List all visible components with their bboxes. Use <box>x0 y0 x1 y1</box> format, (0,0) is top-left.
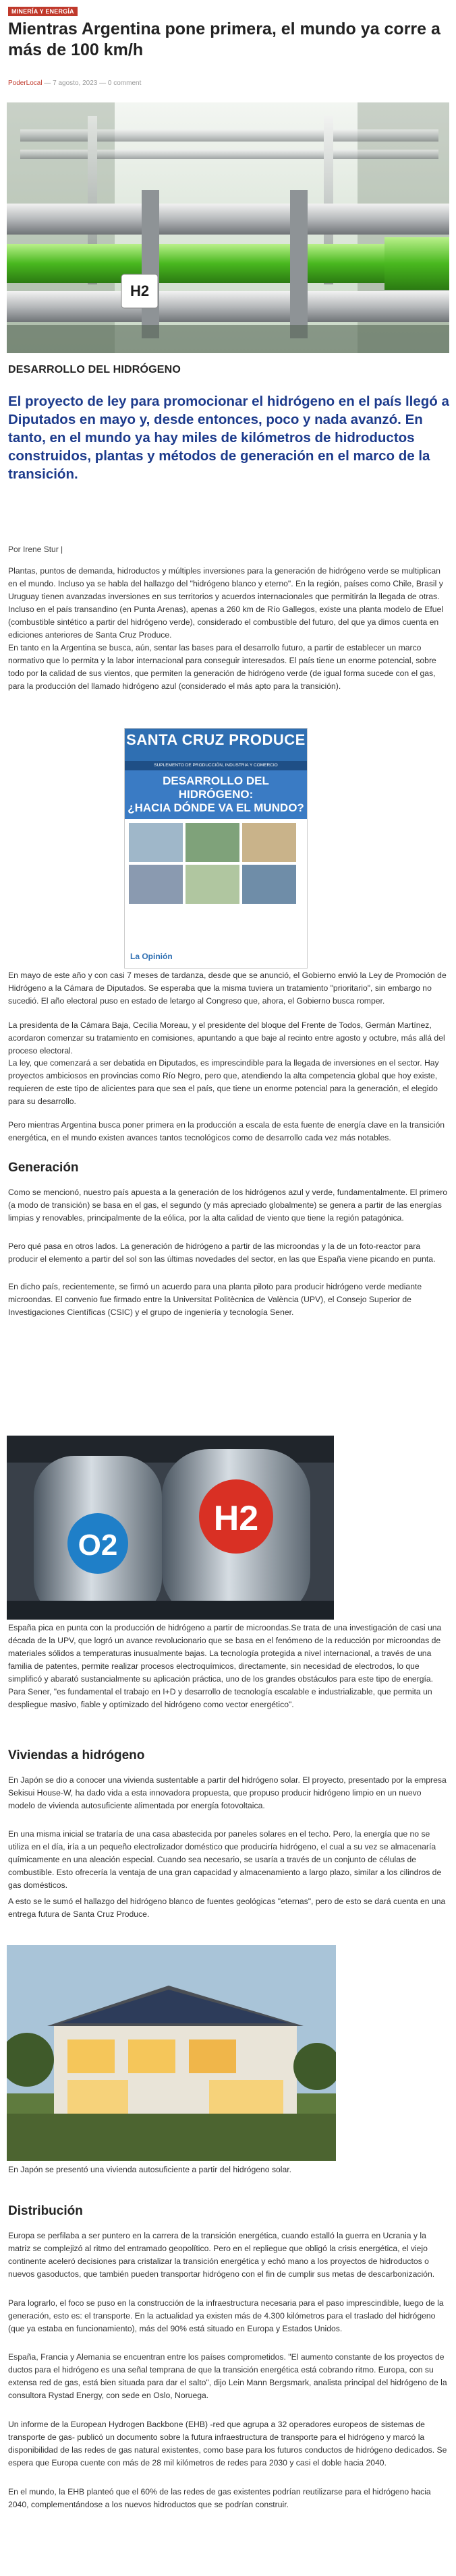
paragraph-2: En tanto en la Argentina se busca, aún, sentar las bases para el desarrollo futuro, a partir de establecer un marco normativo que lo permita y la labor internacional para conseguir interesados. El país tiene un enorme potencial, sobre todo por la calidad de sus vientos, que permiten la generación de hidrógeno verde (de igual forma sucede con el gas, para la producción del llamado hidrógeno azul (considerado el más apto para la transición). <box>8 643 436 691</box>
heading-generacion: Generación <box>8 1161 79 1175</box>
magazine-brand: SANTA CRUZ PRODUCE <box>125 729 307 761</box>
heading-viviendas: Viviendas a hidrógeno <box>8 1748 145 1762</box>
generacion-paragraph-2: Pero qué pasa en otros lados. La generación de hidrógeno a partir de las microondas y la de un foto-reactor para producir el elemento a partir del sol son las últimas novedades del sector, en las que España viene picando en punta. <box>8 1241 436 1264</box>
distribucion-paragraph-5: En el mundo, la EHB planteó que el 60% de las redes de gas existentes podrían reutilizarse para el hidrógeno hacia 2040, complementándose a los nuevos hidroductos que se podrían construir. <box>8 2487 431 2509</box>
distribucion-paragraph-3: España, Francia y Alemania se encuentran entre los países comprometidos. "El aumento constante de los proyectos de ductos para el hidrógeno es una señal temprana de que la transición energética está cobrando ritmo. Europa, con su extensa red de gas, está bien situada para dar el salto", dijo Lein Mann Bergsmark, analista principal del hidrógeno de la consultora Rystad Energy, con sede en Oslo, Noruega. <box>8 2352 447 2400</box>
hydrogen-tanks-image <box>7 1436 334 1620</box>
article-lead: El proyecto de ley para promocionar el hidrógeno en el país llegó a Diputados en mayo y, desde entonces, poco y nada avanzó. En tanto, en el mundo ya hay miles de kilómetros de hidroductos construidos, plantas y métodos de generación en el marco de la transición. <box>8 394 449 482</box>
distribucion-paragraph-1: Europa se perfilaba a ser puntero en la carrera de la transición energética, cuando estalló la guerra en Ucrania y la matriz se complejizó al ritmo del entramado geopolítico. Pero en el repliegue que obligó la crisis energética, el viejo continente aceleró decisiones para cristalizar la transición energética y echó mano a los proyectos de hidroductos o nuevos gasoductos, que también pueden transportar hidrógeno con el fin de cumplir sus metas de descarbonización. <box>8 2231 435 2279</box>
author-link[interactable]: PoderLocal <box>8 80 42 87</box>
magazine-headline-2: ¿HACIA DÓNDE VA EL MUNDO? <box>127 801 304 814</box>
hero-illustration <box>7 102 449 353</box>
magazine-logo: La Opinión <box>130 952 173 961</box>
article-title: Mientras Argentina pone primera, el mundo ya corre a más de 100 km/h <box>8 20 440 59</box>
viviendas-paragraph-1: En Japón se dio a conocer una vivienda sustentable a partir del hidrógeno solar. El proyecto, presentado por la empresa Sekisui House-W, ha dado vida a esta innovadora propuesta, que propuso producir hidrógeno limpio en un nuevo modelo de vivienda autosuficiente alimentada por energía fotovoltaica. <box>8 1775 447 1810</box>
section-label: DESARROLLO DEL HIDRÓGENO <box>8 364 181 375</box>
tank-o2-label: O2 <box>78 1529 118 1562</box>
heading-distribucion: Distribución <box>8 2204 83 2218</box>
paragraph-1: Plantas, puntos de demanda, hidroductos y múltiples inversiones para la generación de hidrógeno verde se multiplican en el mundo. Incluso ya se habla del hallazgo del "hidrógeno blanco y eterno". En la región, países como Chile, Brasil y Uruguay tienen avanzadas inversiones en sus territorios y acuerdos internacionales que permitirán la llegada de otras. Incluso en el país transandino (en Punta Arenas), apenas a 260 km de Río Gallegos, existe una planta modelo de Efuel (combustible sintético a partir del hidrógeno verde), considerado el combustible del futuro, del que ya dimos cuenta en ediciones anteriores de Santa Cruz Produce. <box>8 566 443 640</box>
hero-image-hydrogen-pipes <box>7 102 449 353</box>
viviendas-paragraph-3: A esto se le sumó el hallazgo del hidrógeno blanco de fuentes geológicas "eternas", pero de esto se dará cuenta en una entrega futura de Santa Cruz Produce. <box>8 1897 446 1919</box>
publish-date: 7 agosto, 2023 <box>53 80 98 87</box>
paragraph-3: En mayo de este año y con casi 7 meses de tardanza, desde que se anunció, el Gobierno envió la Ley de Promoción de Hidrógeno a la Cámara de Diputados. Se esperaba que la misma tuviera un tratamiento "prioritario", sin embargo no sucedió. El año electoral puso en estado de letargo al Congreso que, ahora, el Gobierno busca romper. <box>8 971 447 1006</box>
tank-h2-label: H2 <box>213 1499 259 1538</box>
paragraph-6: Pero mientras Argentina busca poner primera en la producción a escala de esta fuente de energía clave en la transición energética, en el mundo existen avances tantos tecnológicos como de desarrollo cada vez más notables. <box>8 1120 445 1142</box>
paragraph-5: La ley, que comenzará a ser debatida en Diputados, es imprescindible para la llegada de inversiones en el sector. Hay proyectos ambiciosos en provincias como Río Negro, pero que, atendiendo la alta competencia global que hoy existe, requieren de este tipo de alicientes para que sea el país, que tiene un enorme potencial para la generación, el elegido para su desarrollo. <box>8 1058 439 1106</box>
generacion-paragraph-3: En dicho país, recientemente, se firmó un acuerdo para una planta piloto para producir hidrógeno verde mediante microondas. El convenio fue firmado entre la Universitat Politècnica de València (UPV), el Consejo Superior de Investigaciones Científicas (CSIC) y el grupo de ingeniería y tecnología Sener. <box>8 1282 422 1317</box>
solar-house-image <box>7 1945 336 2161</box>
generacion-paragraph-4: España pica en punta con la producción de hidrógeno a partir de microondas.Se trata de una investigación de casi una década de la UPV, que logró un avance revolucionario que se basa en el fenómeno de la reducción por microondas de materiales sólidos a temperaturas inusualmente bajas. La tecnología protegida a nivel internacional, a través de una familia de patentes, permite realizar procesos electroquímicos, directamente, sin necesidad de electrodos, lo que simplificó y abarató sustancialmente su aplicación práctica, uno de los grandes obstáculos para este tipo de energía. Para Sener, "es fundamental el trabajo en I+D y desarrollo de tecnología escalable e industrializable, que permita un despliegue masivo, fiable y optimizado del hidrógeno como vector energético". <box>8 1623 442 1709</box>
house-image-caption: En Japón se presentó una vivienda autosuficiente a partir del hidrógeno solar. <box>8 2165 292 2174</box>
generacion-paragraph-1: Como se mencionó, nuestro país apuesta a la generación de los hidrógenos azul y verde, fundamentalmente. El primero (a modo de transición) se basa en el gas, el segundo (y más apreciado globalmente) se genera a partir de las energías limpias y renovables, principalmente de la eólica, por la alta calidad de viento que tiene la región patagónica. <box>8 1188 448 1223</box>
magazine-supplement: SUPLEMENTO DE PRODUCCIÓN, INDUSTRIA Y COMERCIO <box>125 761 307 770</box>
magazine-photo-grid <box>125 819 307 908</box>
byline: Por Irene Stur | <box>8 545 63 554</box>
distribucion-paragraph-2: Para lograrlo, el foco se puso en la construcción de la infraestructura necesaria para el paso imprescindible, luego de la generación, esto es: el transporte. En la actualidad ya existen más de 4.300 kilómetros para el traslado del hidrógeno (que ya estaba en funcionamiento), más del 90% está situado en Europa y Estados Unidos. <box>8 2298 444 2333</box>
distribucion-paragraph-4: Un informe de la European Hydrogen Backbone (EHB) -red que agrupa a 32 operadores europeos de sistemas de transporte de gas- publicó un documento sobre la futura infraestructura de transporte para el hidrógeno y marcó la disponibilidad de las redes de gas natural existentes, como base para los futuros conductos de hidrógeno dedicados. Se espera que Europa cuente con más de 28 mil kilómetros de redes para 2030 y casi el doble hacia 2040. <box>8 2420 447 2467</box>
hero-h2-label: H2 <box>130 282 150 299</box>
article-meta: PoderLocal — 7 agosto, 2023 — 0 comment <box>8 80 142 87</box>
viviendas-paragraph-2: En una misma inicial se trataría de una casa abastecida por paneles solares en el techo. Pero, la energía que no se utiliza en el día, iría a un pequeño electrolizador doméstico que produciría hidrógeno, el cual a su vez se almacenaría químicamente en una aleación especial. Cuando sea necesario, se usaría a través de un conjunto de células de combustible. Esto ofrecería la ventaja de una gran capacidad y almacenamiento a largo plazo, similar a los cilindros de gas domésticos. <box>8 1829 442 1890</box>
paragraph-4: La presidenta de la Cámara Baja, Cecilia Moreau, y el presidente del bloque del Frente de Todos, Germán Martínez, acordaron comenzar su tratamiento en comisiones, apuntando a que baje al recinto entre agosto y octubre, más allá del proceso electoral. <box>8 1020 445 1055</box>
comment-count[interactable]: 0 comment <box>107 80 142 87</box>
magazine-cover-image <box>124 728 308 969</box>
category-badge[interactable]: MINERÍA Y ENERGÍA <box>8 7 78 16</box>
magazine-headline-1: DESARROLLO DEL HIDRÓGENO: <box>163 774 269 801</box>
